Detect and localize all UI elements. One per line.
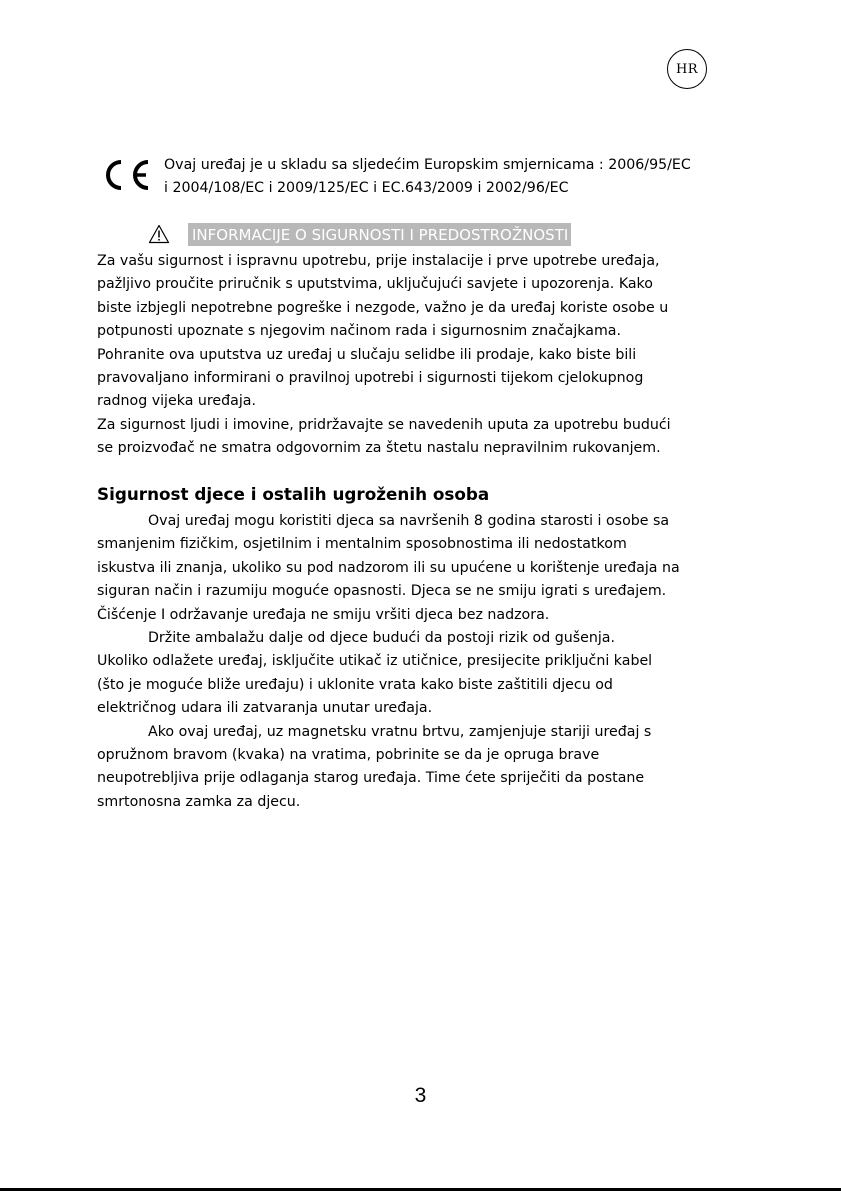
safety-intro-paragraph xyxy=(97,250,745,461)
compliance-line: Ovaj uređaj je u skladu sa sljedećim Europskim smjernicama : 2006/95/EC xyxy=(164,157,691,173)
safety-heading: INFORMACIJE O SIGURNOSTI I PREDOSTROŽNOSTI xyxy=(188,223,571,246)
text-line: pravovaljano informirani o pravilnoj upotrebi i sigurnosti tijekom cjelokupnog xyxy=(97,370,644,387)
text-line: Ukoliko odlažete uređaj, isključite utikač iz utičnice, presijecite priključni kabel xyxy=(97,653,653,670)
text-line: Ovaj uređaj mogu koristiti djeca sa navršenih 8 godina starosti i osobe sa xyxy=(148,513,670,529)
safety-heading-row xyxy=(148,219,571,249)
text-line: iskustva ili znanja, ukoliko su pod nadzorom ili su upućene u korištenje uređaja na xyxy=(97,559,680,576)
language-badge-label: HR xyxy=(675,61,699,77)
text-line: Pohranite ova uputstva uz uređaj u slučaju selidbe ili prodaje, kako biste bili xyxy=(97,346,637,363)
text-line: opružnom bravom (kvaka) na vratima, pobrinite se da je opruga brave xyxy=(97,747,600,764)
children-safety-paragraph xyxy=(97,510,745,814)
text-line: (što je moguće bliže uređaju) i uklonite vrata kako biste zaštitili djecu od xyxy=(97,676,613,693)
text-line: smrtonosna zamka za djecu. xyxy=(97,793,301,810)
text-line: Čišćenje I održavanje uređaja ne smiju vršiti djeca bez nadzora. xyxy=(97,606,550,623)
compliance-text xyxy=(164,154,764,200)
text-line: pažljivo proučite priručnik s uputstvima, uključujući savjete i upozorenja. Kako xyxy=(97,276,653,293)
page-number: 3 xyxy=(414,1084,427,1107)
text-line: potpunosti upoznate s njegovim načinom rada i sigurnosnim značajkama. xyxy=(97,323,621,340)
text-line: Za sigurnost ljudi i imovine, pridržavajte se navedenih uputa za upotrebu budući xyxy=(97,416,671,433)
text-line: električnog udara ili zatvaranja unutar uređaja. xyxy=(97,700,433,717)
text-line: Za vašu sigurnost i ispravnu upotrebu, prije instalacije i prve upotrebe uređaja, xyxy=(97,253,660,269)
section-title: Sigurnost djece i ostalih ugroženih osoba xyxy=(97,484,490,504)
text-line: radnog vijeka uređaja. xyxy=(97,393,256,410)
text-line: biste izbjegli nepotrebne pogreške i nezgode, važno je da uređaj koriste osobe u xyxy=(97,299,669,316)
compliance-line: i 2004/108/EC i 2009/125/EC i EC.643/2009 i 2002/96/EC xyxy=(164,180,569,196)
text-line: neupotrebljiva prije odlaganja starog uređaja. Time ćete spriječiti da postane xyxy=(97,770,645,787)
text-line: Ako ovaj uređaj, uz magnetsku vratnu brtvu, zamjenjuje stariji uređaj s xyxy=(148,723,652,740)
text-line: Držite ambalažu dalje od djece budući da postoji rizik od gušenja. xyxy=(148,630,615,647)
language-badge xyxy=(667,49,707,89)
text-line: siguran način i razumiju moguće opasnosti. Djeca se ne smiju igrati s uređajem. xyxy=(97,583,667,600)
warning-triangle-icon xyxy=(148,224,170,244)
text-line: smanjenim fizičkim, osjetilnim i mentalnim sposobnostima ili nedostatkom xyxy=(97,536,627,553)
text-line: se proizvođač ne smatra odgovornim za štetu nastalu nepravilnim rukovanjem. xyxy=(97,440,661,457)
ce-mark-icon xyxy=(100,160,152,190)
